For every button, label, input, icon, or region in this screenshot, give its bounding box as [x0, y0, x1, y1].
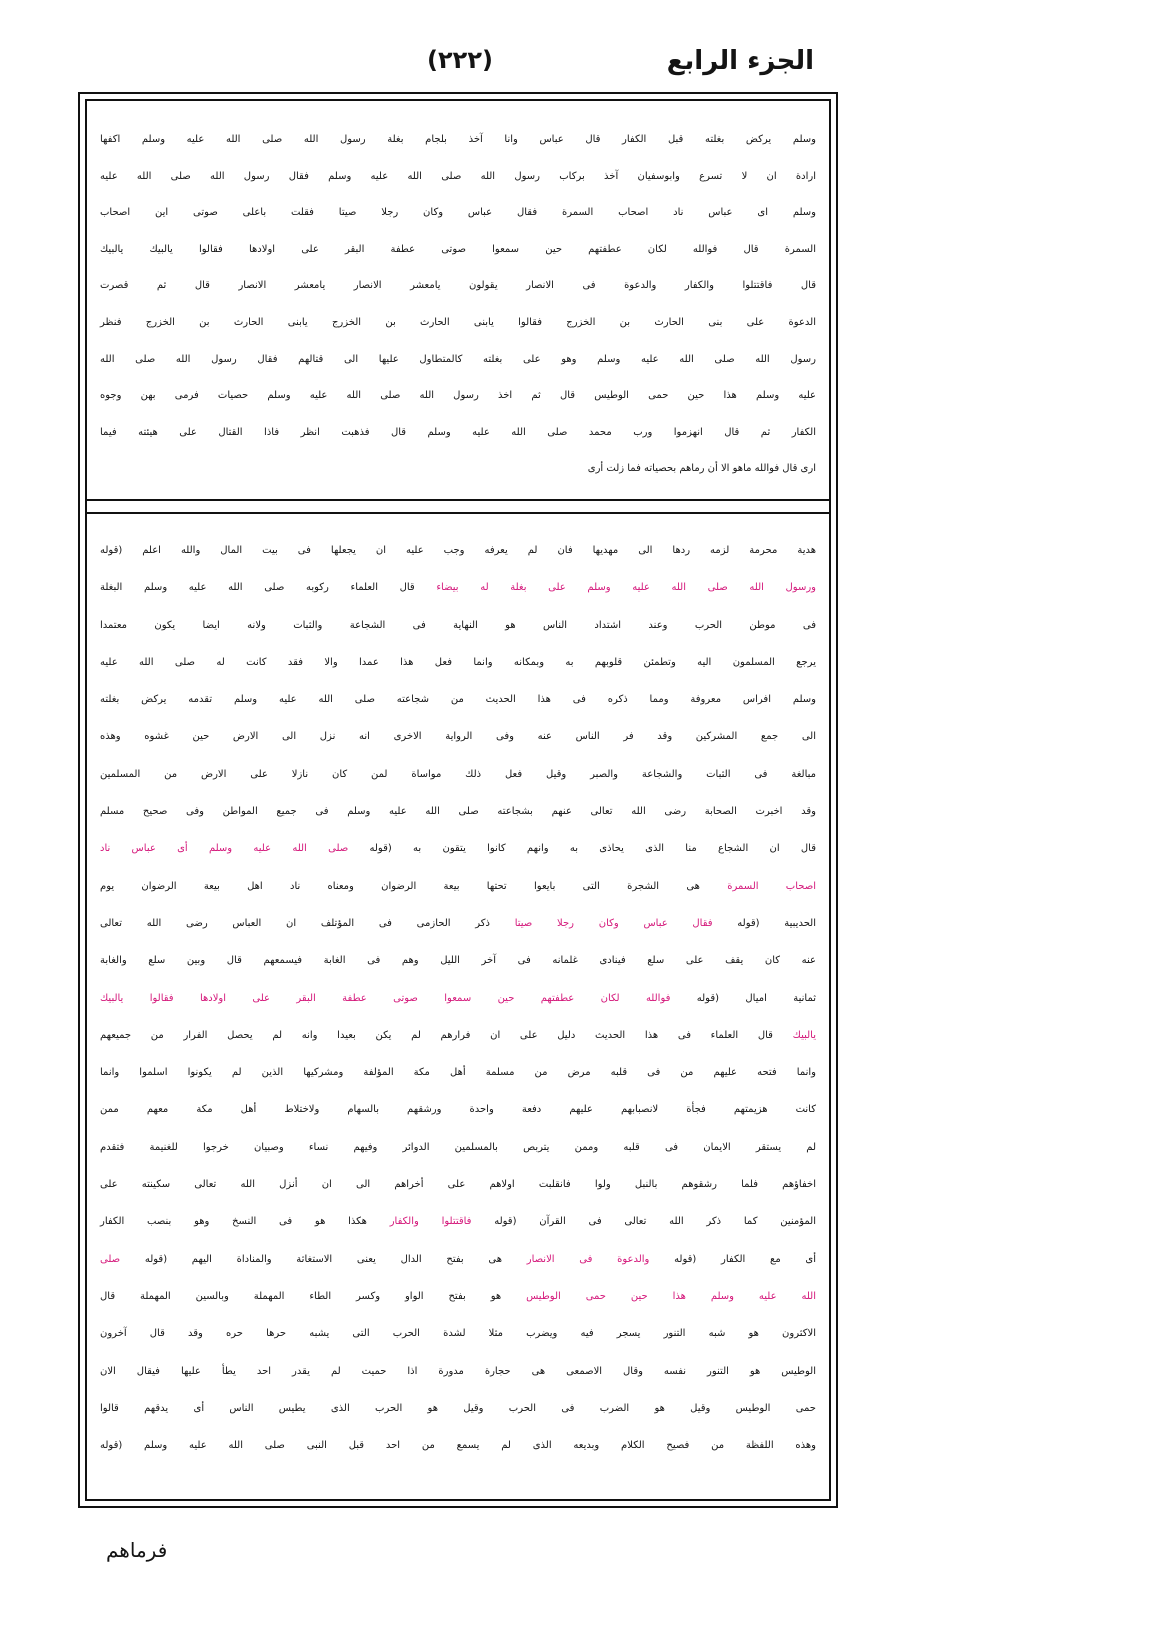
commentary-line — [100, 1203, 816, 1240]
quoted-hadith-text: يالبيك — [792, 1029, 816, 1041]
commentary-line — [100, 1241, 816, 1278]
quoted-hadith-text: الله عليه وسلم هذا حين حمى الوطيس — [526, 1290, 816, 1302]
line-text: الوطيس هو التنور نفسه وقال الاصمعى هى حجارة مدورة اذا حميت لم يقدر احد يطأ عليها فيقال الان — [100, 1365, 816, 1377]
quoted-hadith-text: صلى — [100, 1253, 121, 1265]
commentary-line — [100, 1054, 816, 1091]
line-text: وهذه اللفظة من فصيح الكلام وبديعه الذى لم يسمع من احد قبل النبى صلى الله عليه وسلم (قوله — [100, 1440, 816, 1452]
quoted-hadith-text: فقال عباس وكان رجلا صيتا — [514, 917, 713, 929]
page-number: (٢٢٢) — [427, 46, 493, 74]
commentary-line — [100, 868, 816, 905]
line-text: هدية محرمة لزمه ردها الى مهديها فان لم يعرفه وجب عليه ان يجعلها فى بيت المال والله اعلم (قوله — [100, 545, 816, 556]
line-text: عليه وسلم هذا حين حمى الوطيس قال ثم اخذ رسول الله صلى الله عليه وسلم حصيات فرمى بهن وجوه — [100, 390, 816, 402]
line-text: وسلم اى عباس ناد اصحاب السمرة فقال عباس وكان رجلا صيتا فقلت باعلى صوتى اين اصحاب — [100, 207, 816, 219]
line-text: وسلم افراس معروفة ومما ذكره فى هذا الحديث من شجاعته صلى الله عليه وسلم تقدمه يركض بغلته — [100, 694, 816, 706]
commentary-line — [100, 980, 816, 1017]
line-text: ارادة ان لا تسرع وابوسفيان آخذ بركاب رسول الله صلى الله عليه وسلم فقال رسول الله صلى الله عليه — [100, 170, 816, 182]
quoted-hadith-text: فاقتتلوا والكفار — [389, 1216, 472, 1228]
line-text: اخفاؤهم فلما رشقوهم بالنبل ولوا فانقلبت اولاهم على أخراهم الى ان أنزل الله تعالى سكينته على — [100, 1179, 816, 1191]
line-text: قال العلماء فى هذا الحديث دليل على ان فرارهم لم يكن بعيدا وانه لم يحصل الفرار من جميعهم — [100, 1029, 793, 1041]
line-text: قال ان الشجاع منا الذى يحاذى به وانهم كانوا يتقون به (قوله — [348, 843, 816, 855]
quoted-hadith-text: والدعوة فى الانصار — [526, 1253, 650, 1265]
hadith-line — [100, 305, 816, 342]
commentary-line — [100, 1390, 816, 1427]
commentary-line — [100, 681, 816, 718]
part-title: الجزء الرابع — [666, 46, 814, 76]
line-text: الدعوة على بنى الحارث بن الخزرج فقالوا يابنى الحارث بن الخزرج يابنى الحارث بن الخزرج فنظر — [100, 316, 816, 328]
line-text: السمرة قال فوالله لكان عطفتهم حين سمعوا صوتى عطفة البقر على اولادها فقالوا يالبيك يالبيك — [100, 243, 816, 255]
line-text: كانت هزيمتهم فجأة لانصبابهم عليهم دفعة واحدة ورشقهم بالسهام ولاختلاط أهل مكة معهم ممن — [100, 1104, 816, 1116]
line-text: الى جمع المشركين وقد فر الناس عنه وفى الرواية الاخرى انه نزل الى الارض حين غشوه وهذه — [100, 731, 816, 743]
commentary-line — [100, 569, 816, 606]
commentary-line — [100, 905, 816, 942]
line-text: ارى قال فوالله ماهو الا أن رماهم بحصياته فما زلت أرى — [587, 463, 816, 475]
commentary-line — [100, 1166, 816, 1203]
commentary-line — [100, 830, 816, 867]
quoted-hadith-text: اصحاب السمرة — [727, 880, 816, 892]
line-text: حمى الوطيس وقيل هو الضرب فى الحرب وقيل هو الحرب الذى يطيس الناس أى يدقهم قالوا — [100, 1402, 816, 1414]
line-text: ثمانية اميال (قوله — [670, 992, 817, 1004]
line-text: هكذا هو فى النسخ وهو بنصب الكفار — [100, 1216, 390, 1228]
section-separator — [85, 499, 831, 514]
commentary-line — [100, 1278, 816, 1315]
line-text: وقد اخبرت الصحابة رضى الله تعالى عنهم بشجاعته صلى الله عليه وسلم فى جميع المواطن وفى صحيح مسلم — [100, 806, 816, 818]
line-text: رسول الله صلى الله عليه وسلم وهو على بغلته كالمتطاول عليها الى قتالهم فقال رسول الله صلى الله — [100, 353, 816, 365]
commentary-line — [100, 1129, 816, 1166]
quoted-hadith-text: فوالله لكان عطفتهم حين سمعوا صوتى عطفة البقر على اولادها فقالوا يالبيك — [100, 992, 671, 1004]
line-text: هى بفتح الدال يعنى الاستغاثة والمناداة اليهم (قوله — [120, 1253, 527, 1265]
commentary-line — [100, 756, 816, 793]
commentary-line — [100, 793, 816, 830]
line-text: ذكر الحازمى فى المؤتلف ان العباس رضى الله تعالى — [100, 917, 515, 929]
hadith-line — [100, 159, 816, 196]
line-text: يرجع المسلمون اليه وتطمئن قلوبهم به وبمكانه وانما فعل هذا عمدا والا فقد كانت له صلى الله عليه — [100, 656, 816, 668]
quoted-hadith-text: ورسول الله صلى الله عليه وسلم على بغلة له بيضاء — [436, 582, 817, 594]
commentary-text-box — [100, 532, 816, 1464]
line-text: قال العلماء ركوبه صلى الله عليه وسلم البغلة — [100, 582, 437, 594]
catchword: فرماهم — [106, 1538, 168, 1562]
commentary-line — [100, 1017, 816, 1054]
line-text: الكفار ثم قال انهزموا ورب محمد صلى الله عليه وسلم قال فذهبت انظر فاذا القتال على هيئته فيما — [100, 426, 816, 438]
hadith-line — [100, 122, 816, 159]
commentary-line — [100, 607, 816, 644]
line-text: الحديبية (قوله — [712, 917, 816, 929]
hadith-line — [100, 451, 816, 488]
commentary-line — [100, 1427, 816, 1464]
line-text: فى موطن الحرب وعند اشتداد الناس هو النهاية فى الشجاعة والثبات ولانه ايضا يكون معتمدا — [100, 619, 816, 631]
line-text: قال فاقتتلوا والكفار والدعوة فى الانصار يقولون يامعشر الانصار يامعشر الانصار قال ثم قصرت — [100, 280, 816, 292]
line-text: لم يستقر الايمان فى قلبه وممن يتربص بالمسلمين الدوائر وفيهم نساء وصبيان خرجوا للغنيمة فتقدم — [100, 1141, 816, 1153]
line-text: وانما فتحه عليهم من فى قلبه مرض من مسلمة أهل مكة المؤلفة ومشركيها الذين لم يكونوا اسلموا وانما — [100, 1067, 816, 1079]
hadith-line — [100, 195, 816, 232]
hadith-line — [100, 415, 816, 452]
quoted-hadith-text: صلى الله عليه وسلم أى عباس ناد — [100, 843, 349, 855]
hadith-line — [100, 342, 816, 379]
line-text: وسلم يركض بغلته قبل الكفار قال عباس وانا آخذ بلجام بغلة رسول الله صلى الله عليه وسلم اكفها — [100, 134, 816, 145]
commentary-line — [100, 644, 816, 681]
line-text: المؤمنين كما ذكر الله تعالى فى القرآن (قوله — [471, 1216, 816, 1228]
commentary-line — [100, 1315, 816, 1352]
hadith-line — [100, 268, 816, 305]
commentary-line — [100, 1353, 816, 1390]
line-text: هى الشجرة التى بايعوا تحتها بيعة الرضوان ومعناه ناد اهل بيعة الرضوان يوم — [100, 880, 728, 892]
hadith-line — [100, 232, 816, 269]
commentary-line — [100, 718, 816, 755]
line-text: مبالغة فى الثبات والشجاعة والصبر وقيل فعل ذلك مواساة لمن كان نازلا على الارض من المسلمين — [100, 768, 816, 780]
commentary-line — [100, 532, 816, 569]
line-text: الاكثرون هو شبه التنور يسجر فيه ويضرب مثلا لشدة الحرب التى يشبه حرها حره وقد قال آخرون — [100, 1328, 816, 1340]
line-text: عنه كان يقف على سلع فينادى غلمانه فى آخر الليل وهم فى الغابة فيسمعهم قال وبين سلع والغابة — [100, 955, 816, 967]
line-text: أى مع الكفار (قوله — [649, 1253, 817, 1265]
hadith-line — [100, 378, 816, 415]
hadith-text-box — [100, 122, 816, 488]
commentary-line — [100, 1091, 816, 1128]
commentary-line — [100, 942, 816, 979]
line-text: هو بفتح الواو وكسر الطاء المهملة وبالسين المهملة قال — [100, 1290, 527, 1302]
